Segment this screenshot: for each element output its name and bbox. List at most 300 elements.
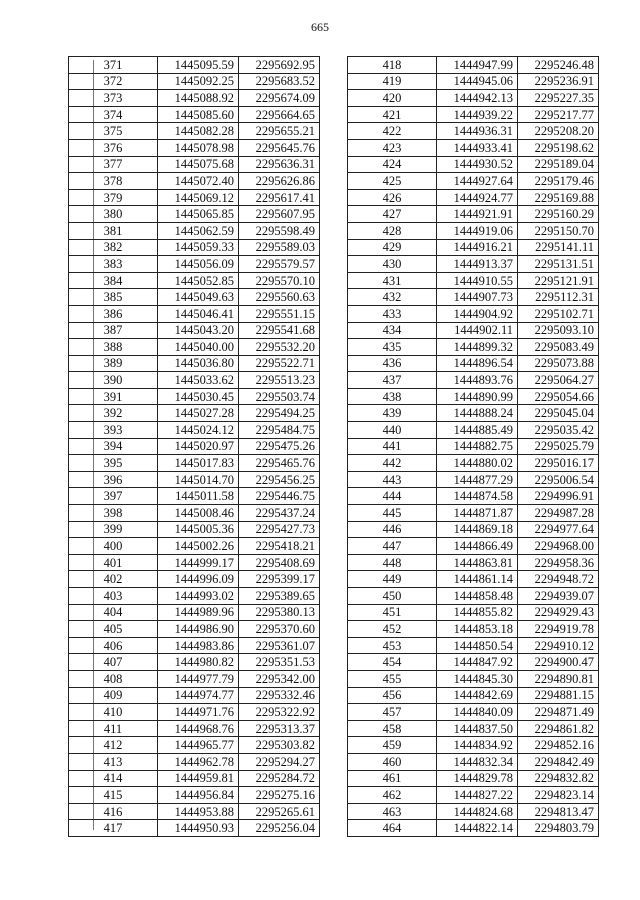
x-coordinate-cell: 1444910.55 [437, 272, 518, 289]
table-row [69, 322, 320, 339]
x-coordinate-cell: 1444850.54 [437, 637, 518, 654]
y-coordinate-cell: 2295313.37 [239, 720, 320, 737]
coordinate-table-left [68, 56, 320, 837]
y-coordinate-cell: 2295380.13 [239, 604, 320, 621]
x-coordinate-cell: 1445005.36 [158, 521, 239, 538]
x-coordinate-cell: 1444840.09 [437, 704, 518, 721]
point-number-cell: 378 [69, 173, 158, 190]
table-row [348, 505, 599, 522]
point-number-cell: 399 [69, 521, 158, 538]
x-coordinate-cell: 1444999.17 [158, 554, 239, 571]
y-coordinate-cell: 2295551.15 [239, 305, 320, 322]
point-number-cell: 416 [69, 803, 158, 820]
y-coordinate-cell: 2295494.25 [239, 405, 320, 422]
x-coordinate-cell: 1444842.69 [437, 687, 518, 704]
table-row [348, 488, 599, 505]
y-coordinate-cell: 2295073.88 [518, 355, 599, 372]
table-row [69, 405, 320, 422]
x-coordinate-cell: 1445036.80 [158, 355, 239, 372]
y-coordinate-cell: 2294861.82 [518, 720, 599, 737]
x-coordinate-cell: 1444869.18 [437, 521, 518, 538]
y-coordinate-cell: 2295351.53 [239, 654, 320, 671]
point-number-cell: 413 [69, 753, 158, 770]
point-number-cell: 444 [348, 488, 437, 505]
x-coordinate-cell: 1444965.77 [158, 737, 239, 754]
table-row [69, 189, 320, 206]
x-coordinate-cell: 1444902.11 [437, 322, 518, 339]
table-row [348, 222, 599, 239]
point-number-cell: 435 [348, 339, 437, 356]
x-coordinate-cell: 1444845.30 [437, 670, 518, 687]
x-coordinate-cell: 1445033.62 [158, 372, 239, 389]
y-coordinate-cell: 2295532.20 [239, 339, 320, 356]
point-number-cell: 454 [348, 654, 437, 671]
point-number-cell: 437 [348, 372, 437, 389]
point-number-cell: 434 [348, 322, 437, 339]
point-number-cell: 407 [69, 654, 158, 671]
y-coordinate-cell: 2295150.70 [518, 222, 599, 239]
x-coordinate-cell: 1444899.32 [437, 339, 518, 356]
x-coordinate-cell: 1444953.88 [158, 803, 239, 820]
x-coordinate-cell: 1444885.49 [437, 422, 518, 439]
point-number-cell: 418 [348, 57, 437, 74]
point-number-cell: 457 [348, 704, 437, 721]
y-coordinate-cell: 2295322.92 [239, 704, 320, 721]
table-row [69, 123, 320, 140]
table-row [348, 339, 599, 356]
y-coordinate-cell: 2295446.75 [239, 488, 320, 505]
table-row [69, 106, 320, 123]
table-row [348, 156, 599, 173]
point-number-cell: 380 [69, 206, 158, 223]
y-coordinate-cell: 2295303.82 [239, 737, 320, 754]
y-coordinate-cell: 2295522.71 [239, 355, 320, 372]
table-row [69, 670, 320, 687]
point-number-cell: 464 [348, 820, 437, 837]
y-coordinate-cell: 2295198.62 [518, 139, 599, 156]
x-coordinate-cell: 1445020.97 [158, 438, 239, 455]
y-coordinate-cell: 2295121.91 [518, 272, 599, 289]
x-coordinate-cell: 1444947.99 [437, 57, 518, 74]
point-number-cell: 440 [348, 422, 437, 439]
x-coordinate-cell: 1444837.50 [437, 720, 518, 737]
y-coordinate-cell: 2295102.71 [518, 305, 599, 322]
y-coordinate-cell: 2295427.73 [239, 521, 320, 538]
y-coordinate-cell: 2295054.66 [518, 388, 599, 405]
table-row [348, 687, 599, 704]
table-row [69, 803, 320, 820]
y-coordinate-cell: 2295370.60 [239, 621, 320, 638]
x-coordinate-cell: 1445078.98 [158, 139, 239, 156]
table-row [69, 787, 320, 804]
table-row [348, 787, 599, 804]
x-coordinate-cell: 1445043.20 [158, 322, 239, 339]
point-number-cell: 442 [348, 455, 437, 472]
y-coordinate-cell: 2294842.49 [518, 753, 599, 770]
x-coordinate-cell: 1444890.99 [437, 388, 518, 405]
x-coordinate-cell: 1444916.21 [437, 239, 518, 256]
table-row [348, 123, 599, 140]
table-row [69, 73, 320, 90]
x-coordinate-cell: 1445030.45 [158, 388, 239, 405]
x-coordinate-cell: 1444896.54 [437, 355, 518, 372]
x-coordinate-cell: 1444977.79 [158, 670, 239, 687]
x-coordinate-cell: 1444907.73 [437, 289, 518, 306]
table-row [69, 687, 320, 704]
point-number-cell: 451 [348, 604, 437, 621]
point-number-cell: 419 [348, 73, 437, 90]
y-coordinate-cell: 2294919.78 [518, 621, 599, 638]
point-number-cell: 400 [69, 538, 158, 555]
table-row [348, 621, 599, 638]
x-coordinate-cell: 1444861.14 [437, 571, 518, 588]
y-coordinate-cell: 2295408.69 [239, 554, 320, 571]
y-coordinate-cell: 2295664.65 [239, 106, 320, 123]
point-number-cell: 429 [348, 239, 437, 256]
y-coordinate-cell: 2295589.03 [239, 239, 320, 256]
y-coordinate-cell: 2295361.07 [239, 637, 320, 654]
table-row [69, 256, 320, 273]
y-coordinate-cell: 2294871.49 [518, 704, 599, 721]
table-row [69, 720, 320, 737]
table-row [69, 471, 320, 488]
x-coordinate-cell: 1444893.76 [437, 372, 518, 389]
y-coordinate-cell: 2294900.47 [518, 654, 599, 671]
y-coordinate-cell: 2295503.74 [239, 388, 320, 405]
x-coordinate-cell: 1445011.58 [158, 488, 239, 505]
point-number-cell: 397 [69, 488, 158, 505]
y-coordinate-cell: 2295160.29 [518, 206, 599, 223]
point-number-cell: 459 [348, 737, 437, 754]
point-number-cell: 425 [348, 173, 437, 190]
point-number-cell: 409 [69, 687, 158, 704]
point-number-cell: 379 [69, 189, 158, 206]
y-coordinate-cell: 2295560.63 [239, 289, 320, 306]
x-coordinate-cell: 1444939.22 [437, 106, 518, 123]
table-row [69, 455, 320, 472]
point-number-cell: 408 [69, 670, 158, 687]
y-coordinate-cell: 2294852.16 [518, 737, 599, 754]
point-number-cell: 441 [348, 438, 437, 455]
point-number-cell: 374 [69, 106, 158, 123]
table-row [348, 521, 599, 538]
x-coordinate-cell: 1444882.75 [437, 438, 518, 455]
y-coordinate-cell: 2295131.51 [518, 256, 599, 273]
point-number-cell: 452 [348, 621, 437, 638]
table-row [69, 422, 320, 439]
x-coordinate-cell: 1444927.64 [437, 173, 518, 190]
point-number-cell: 461 [348, 770, 437, 787]
table-row [69, 538, 320, 555]
y-coordinate-cell: 2295246.48 [518, 57, 599, 74]
point-number-cell: 373 [69, 90, 158, 107]
table-row [348, 355, 599, 372]
x-coordinate-cell: 1445014.70 [158, 471, 239, 488]
y-coordinate-cell: 2294890.81 [518, 670, 599, 687]
x-coordinate-cell: 1445049.63 [158, 289, 239, 306]
y-coordinate-cell: 2295513.23 [239, 372, 320, 389]
point-number-cell: 396 [69, 471, 158, 488]
x-coordinate-cell: 1444971.76 [158, 704, 239, 721]
x-coordinate-cell: 1444829.78 [437, 770, 518, 787]
point-number-cell: 412 [69, 737, 158, 754]
y-coordinate-cell: 2295456.25 [239, 471, 320, 488]
point-number-cell: 406 [69, 637, 158, 654]
x-coordinate-cell: 1444866.49 [437, 538, 518, 555]
y-coordinate-cell: 2294881.15 [518, 687, 599, 704]
point-number-cell: 398 [69, 505, 158, 522]
point-number-cell: 402 [69, 571, 158, 588]
x-coordinate-cell: 1444921.91 [437, 206, 518, 223]
x-coordinate-cell: 1444824.68 [437, 803, 518, 820]
table-row [69, 57, 320, 74]
x-coordinate-cell: 1445095.59 [158, 57, 239, 74]
table-row [348, 455, 599, 472]
x-coordinate-cell: 1445017.83 [158, 455, 239, 472]
x-coordinate-cell: 1445040.00 [158, 339, 239, 356]
x-coordinate-cell: 1445072.40 [158, 173, 239, 190]
point-number-cell: 401 [69, 554, 158, 571]
x-coordinate-cell: 1445065.85 [158, 206, 239, 223]
table-row [69, 355, 320, 372]
y-coordinate-cell: 2295598.49 [239, 222, 320, 239]
y-coordinate-cell: 2295626.86 [239, 173, 320, 190]
x-coordinate-cell: 1444974.77 [158, 687, 239, 704]
x-coordinate-cell: 1444993.02 [158, 588, 239, 605]
point-number-cell: 415 [69, 787, 158, 804]
point-number-cell: 447 [348, 538, 437, 555]
y-coordinate-cell: 2295607.95 [239, 206, 320, 223]
x-coordinate-cell: 1444877.29 [437, 471, 518, 488]
table-row [348, 256, 599, 273]
point-number-cell: 432 [348, 289, 437, 306]
table-row [69, 554, 320, 571]
point-number-cell: 443 [348, 471, 437, 488]
y-coordinate-cell: 2295342.00 [239, 670, 320, 687]
table-row [348, 305, 599, 322]
point-number-cell: 386 [69, 305, 158, 322]
y-coordinate-cell: 2295418.21 [239, 538, 320, 555]
x-coordinate-cell: 1445046.41 [158, 305, 239, 322]
y-coordinate-cell: 2294832.82 [518, 770, 599, 787]
table-row [348, 372, 599, 389]
point-number-cell: 455 [348, 670, 437, 687]
point-number-cell: 445 [348, 505, 437, 522]
point-number-cell: 381 [69, 222, 158, 239]
table-row [348, 388, 599, 405]
point-number-cell: 439 [348, 405, 437, 422]
x-coordinate-cell: 1444968.76 [158, 720, 239, 737]
y-coordinate-cell: 2295179.46 [518, 173, 599, 190]
y-coordinate-cell: 2295636.31 [239, 156, 320, 173]
table-row [348, 272, 599, 289]
point-number-cell: 375 [69, 123, 158, 140]
point-number-cell: 420 [348, 90, 437, 107]
y-coordinate-cell: 2295227.35 [518, 90, 599, 107]
table-row [348, 670, 599, 687]
y-coordinate-cell: 2294948.72 [518, 571, 599, 588]
point-number-cell: 405 [69, 621, 158, 638]
point-number-cell: 392 [69, 405, 158, 422]
table-row [348, 173, 599, 190]
y-coordinate-cell: 2294910.12 [518, 637, 599, 654]
table-row [69, 305, 320, 322]
point-number-cell: 427 [348, 206, 437, 223]
table-row [69, 339, 320, 356]
x-coordinate-cell: 1444863.81 [437, 554, 518, 571]
table-row [348, 405, 599, 422]
y-coordinate-cell: 2295045.04 [518, 405, 599, 422]
x-coordinate-cell: 1444858.48 [437, 588, 518, 605]
table-row [69, 289, 320, 306]
table-row [69, 704, 320, 721]
x-coordinate-cell: 1444853.18 [437, 621, 518, 638]
table-row [348, 554, 599, 571]
table-row [348, 704, 599, 721]
x-coordinate-cell: 1445052.85 [158, 272, 239, 289]
point-number-cell: 410 [69, 704, 158, 721]
y-coordinate-cell: 2295617.41 [239, 189, 320, 206]
table-row [69, 770, 320, 787]
y-coordinate-cell: 2295465.76 [239, 455, 320, 472]
table-row [348, 820, 599, 837]
x-coordinate-cell: 1445092.25 [158, 73, 239, 90]
y-coordinate-cell: 2295035.42 [518, 422, 599, 439]
y-coordinate-cell: 2295256.04 [239, 820, 320, 837]
point-number-cell: 421 [348, 106, 437, 123]
x-coordinate-cell: 1444945.06 [437, 73, 518, 90]
point-number-cell: 446 [348, 521, 437, 538]
y-coordinate-cell: 2295093.10 [518, 322, 599, 339]
point-number-cell: 426 [348, 189, 437, 206]
x-coordinate-cell: 1444924.77 [437, 189, 518, 206]
y-coordinate-cell: 2294996.91 [518, 488, 599, 505]
point-number-cell: 449 [348, 571, 437, 588]
x-coordinate-cell: 1445088.92 [158, 90, 239, 107]
x-coordinate-cell: 1445002.26 [158, 538, 239, 555]
table-row [348, 471, 599, 488]
table-row [348, 803, 599, 820]
x-coordinate-cell: 1445075.68 [158, 156, 239, 173]
table-row [69, 737, 320, 754]
table-row [348, 106, 599, 123]
x-coordinate-cell: 1444904.92 [437, 305, 518, 322]
y-coordinate-cell: 2295570.10 [239, 272, 320, 289]
point-number-cell: 414 [69, 770, 158, 787]
x-coordinate-cell: 1444855.82 [437, 604, 518, 621]
x-coordinate-cell: 1444874.58 [437, 488, 518, 505]
x-coordinate-cell: 1444989.96 [158, 604, 239, 621]
point-number-cell: 431 [348, 272, 437, 289]
y-coordinate-cell: 2295692.95 [239, 57, 320, 74]
table-row [69, 272, 320, 289]
point-number-cell: 436 [348, 355, 437, 372]
table-row [69, 604, 320, 621]
table-row [348, 438, 599, 455]
table-row [69, 372, 320, 389]
point-number-cell: 458 [348, 720, 437, 737]
y-coordinate-cell: 2295265.61 [239, 803, 320, 820]
point-number-cell: 372 [69, 73, 158, 90]
x-coordinate-cell: 1444847.92 [437, 654, 518, 671]
table-row [69, 222, 320, 239]
table-row [348, 239, 599, 256]
y-coordinate-cell: 2295169.88 [518, 189, 599, 206]
x-coordinate-cell: 1445085.60 [158, 106, 239, 123]
x-coordinate-cell: 1444930.52 [437, 156, 518, 173]
table-row [348, 588, 599, 605]
table-row [69, 571, 320, 588]
table-row [348, 571, 599, 588]
x-coordinate-cell: 1445024.12 [158, 422, 239, 439]
point-number-cell: 395 [69, 455, 158, 472]
point-number-cell: 428 [348, 222, 437, 239]
x-coordinate-cell: 1445008.46 [158, 505, 239, 522]
y-coordinate-cell: 2295208.20 [518, 123, 599, 140]
point-number-cell: 448 [348, 554, 437, 571]
x-coordinate-cell: 1444919.06 [437, 222, 518, 239]
table-row [348, 90, 599, 107]
x-coordinate-cell: 1444913.37 [437, 256, 518, 273]
table-row [348, 654, 599, 671]
x-coordinate-cell: 1445082.28 [158, 123, 239, 140]
x-coordinate-cell: 1444983.86 [158, 637, 239, 654]
table-row [69, 588, 320, 605]
point-number-cell: 377 [69, 156, 158, 173]
table-row [69, 206, 320, 223]
x-coordinate-cell: 1444880.02 [437, 455, 518, 472]
y-coordinate-cell: 2294813.47 [518, 803, 599, 820]
point-number-cell: 387 [69, 322, 158, 339]
table-row [69, 505, 320, 522]
y-coordinate-cell: 2294958.36 [518, 554, 599, 571]
x-coordinate-cell: 1444956.84 [158, 787, 239, 804]
table-row [348, 189, 599, 206]
y-coordinate-cell: 2295541.68 [239, 322, 320, 339]
x-coordinate-cell: 1444950.93 [158, 820, 239, 837]
point-number-cell: 394 [69, 438, 158, 455]
y-coordinate-cell: 2295645.76 [239, 139, 320, 156]
y-coordinate-cell: 2295189.04 [518, 156, 599, 173]
table-row [348, 322, 599, 339]
point-number-cell: 393 [69, 422, 158, 439]
point-number-cell: 382 [69, 239, 158, 256]
y-coordinate-cell: 2295016.17 [518, 455, 599, 472]
y-coordinate-cell: 2294987.28 [518, 505, 599, 522]
table-row [69, 521, 320, 538]
table-row [69, 637, 320, 654]
y-coordinate-cell: 2295389.65 [239, 588, 320, 605]
y-coordinate-cell: 2295236.91 [518, 73, 599, 90]
table-row [348, 637, 599, 654]
table-row [348, 73, 599, 90]
x-coordinate-cell: 1444996.09 [158, 571, 239, 588]
y-coordinate-cell: 2295683.52 [239, 73, 320, 90]
point-number-cell: 424 [348, 156, 437, 173]
x-coordinate-cell: 1445059.33 [158, 239, 239, 256]
x-coordinate-cell: 1444822.14 [437, 820, 518, 837]
y-coordinate-cell: 2295275.16 [239, 787, 320, 804]
point-number-cell: 371 [69, 57, 158, 74]
point-number-cell: 404 [69, 604, 158, 621]
point-number-cell: 388 [69, 339, 158, 356]
y-coordinate-cell: 2294803.79 [518, 820, 599, 837]
y-coordinate-cell: 2295025.79 [518, 438, 599, 455]
y-coordinate-cell: 2295475.26 [239, 438, 320, 455]
table-row [69, 139, 320, 156]
y-coordinate-cell: 2295579.57 [239, 256, 320, 273]
x-coordinate-cell: 1444888.24 [437, 405, 518, 422]
